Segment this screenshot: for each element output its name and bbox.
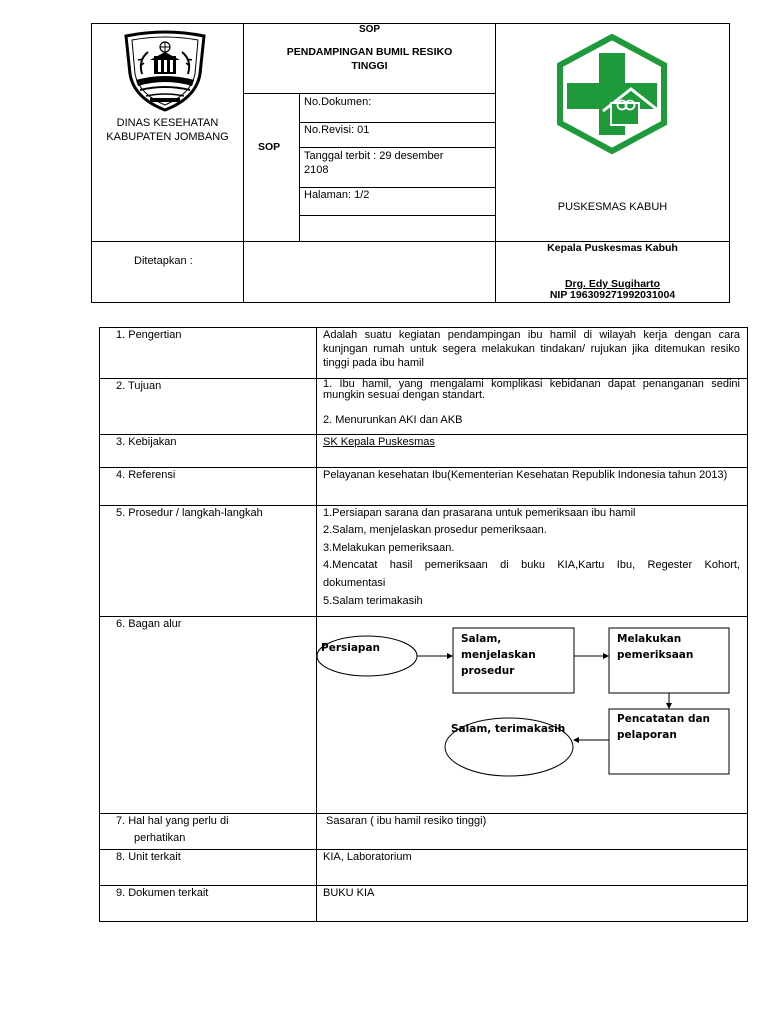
head-title: Kepala Puskesmas Kabuh [547,242,678,254]
row-content-hal-perlu: Sasaran ( ibu hamil resiko tinggi) [323,815,487,827]
row-label-dokumen-terkait: 9. Dokumen terkait [116,887,209,899]
flow-step3-label: Melakukan pemeriksaan [617,633,694,661]
head-name: Drg. Edy Sugiharto [564,278,661,290]
row-label-hal-perlu-line2: perhatikan [134,832,186,844]
flow-start-label: Persiapan [321,642,381,654]
row-content-kebijakan: SK Kepala Puskesmas [323,436,435,448]
kabupaten-jombang-emblem-icon [118,30,212,112]
sop-title-line1: PENDAMPINGAN BUMIL RESIKO [286,46,453,58]
procedure-step: 2.Salam, menjelaskan prosedur pemeriksaan. [323,524,547,536]
row-label-prosedur: 5. Prosedur / langkah-langkah [116,507,263,519]
flow-step4-label: Pencatatan dan pelaporan [617,713,711,741]
page-number: Halaman: 1/2 [304,189,370,201]
procedure-step: 5.Salam terimakasih [323,595,423,607]
puskesmas-name: PUSKESMAS KABUH [557,201,668,213]
revision-number: No.Revisi: 01 [304,124,370,136]
row-label-kebijakan: 3. Kebijakan [116,436,177,448]
established-label: Ditetapkan : [134,255,193,267]
agency-name-line2: KABUPATEN JOMBANG [106,131,229,143]
row-content-tujuan-1: 1. Ibu hamil, yang mengalami komplikasi kebidanan dapat penanganan sedini mungkin sesuai dengan standart. [323,378,740,401]
flow-step2-label: Salam, menjelaskan prosedur [461,633,536,677]
agency-name-line1: DINAS KESEHATAN [116,117,219,129]
row-content-pengertian: Adalah suatu kegiatan pendampingan ibu hamil di wilayah kerja dengan cara kunjngan rumah untuk segera melakukan tindakan/ rujukan jika ditemukan resiko tinggi pada ibu hamil [323,329,740,369]
row-content-tujuan-2: 2. Menurunkan AKI dan AKB [323,414,463,426]
procedure-step: 1.Persiapan sarana dan prasarana untuk pemeriksaan ibu hamil [323,507,636,519]
flow-end-label: Salam, terimakasih [451,723,566,735]
puskesmas-logo-icon [533,23,691,163]
sop-title-line2: TINGGI [351,60,388,72]
row-content-dokumen-terkait: BUKU KIA [323,887,375,899]
row-content-referensi: Pelayanan kesehatan Ibu(Kementerian Kesehatan Republik Indonesia tahun 2013) [323,469,728,481]
issue-date-line2: 2108 [304,164,329,176]
row-label-hal-perlu-line1: 7. Hal hal yang perlu di [116,815,229,827]
row-label-tujuan: 2. Tujuan [116,380,162,392]
row-label-unit-terkait: 8. Unit terkait [116,851,181,863]
row-label-bagan-alur: 6. Bagan alur [116,618,182,630]
row-label-pengertian: 1. Pengertian [116,329,182,341]
issue-date-line1: Tanggal terbit : 29 desember [304,150,444,162]
head-nip: NIP 196309271992031004 [549,289,676,301]
procedure-step: 3.Melakukan pemeriksaan. [323,542,455,554]
sop-side-label: SOP [258,141,281,153]
row-content-unit-terkait: KIA, Laboratorium [323,851,412,863]
row-label-referensi: 4. Referensi [116,469,176,481]
procedure-step: dokumentasi [323,577,386,589]
procedure-step: 4.Mencatat hasil pemeriksaan di buku KIA,Kartu Ibu, Regester Kohort, [323,559,740,571]
document-number: No.Dokumen: [304,96,372,108]
sop-label: SOP [358,24,381,35]
